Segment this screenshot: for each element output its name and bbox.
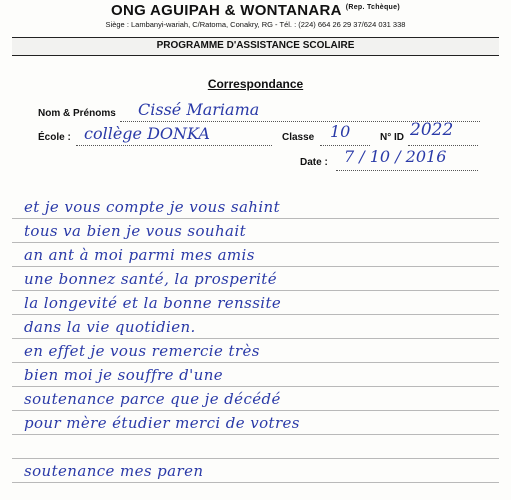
ruled-line <box>12 290 499 291</box>
ruled-line <box>12 266 499 267</box>
letter-line: la longevité et la bonne renssite <box>24 294 282 312</box>
letter-line: en effet je vous remercie très <box>24 342 260 360</box>
ruled-line <box>12 218 499 219</box>
letter-line: dans la vie quotidien. <box>24 318 196 336</box>
ruled-line <box>12 458 499 459</box>
ruled-line <box>12 314 499 315</box>
letter-line: an ant à moi parmi mes amis <box>24 246 255 264</box>
class-field-line <box>320 145 370 146</box>
school-label: École : <box>38 132 71 143</box>
date-label: Date : <box>300 157 328 168</box>
id-field-line <box>408 145 478 146</box>
organization-address: Siège : Lambanyi-wariah, C/Ratoma, Conakry, RG - Tél. : (224) 664 26 29 37/624 031 338 <box>105 20 406 29</box>
id-label: N° ID <box>380 132 404 143</box>
class-value: 10 <box>330 122 351 141</box>
ruled-line <box>12 434 499 435</box>
date-field-line <box>336 170 478 171</box>
school-value: collège DONKA <box>84 124 210 143</box>
organization-suffix: (Rep. Tchèque) <box>345 4 400 11</box>
ruled-line <box>12 338 499 339</box>
letter-line: une bonnez santé, la prosperité <box>24 270 277 288</box>
program-title: PROGRAMME D'ASSISTANCE SCOLAIRE <box>156 40 355 51</box>
letter-line: pour mère étudier merci de votres <box>24 414 300 432</box>
ruled-line <box>12 242 499 243</box>
date-value: 7 / 10 / 2016 <box>344 147 447 166</box>
form-title: Correspondance <box>207 77 304 91</box>
class-label: Classe <box>282 132 315 143</box>
organization-title <box>0 2 511 19</box>
ruled-line <box>12 410 499 411</box>
name-label: Nom & Prénoms <box>38 108 116 119</box>
letter-line: bien moi je souffre d'une <box>24 366 224 384</box>
letter-line: soutenance mes paren <box>24 462 204 480</box>
letter-line: tous va bien je vous souhait <box>24 222 247 240</box>
name-value: Cissé Mariama <box>138 100 260 119</box>
ruled-line <box>12 386 499 387</box>
letter-line: et je vous compte je vous sahint <box>24 198 281 216</box>
ruled-line <box>12 362 499 363</box>
school-field-line <box>76 145 272 146</box>
letter-line: soutenance parce que je décédé <box>24 390 281 408</box>
organization-name: ONG AGUIPAH & WONTANARA <box>111 2 342 19</box>
id-value: 2022 <box>410 120 454 140</box>
ruled-line <box>12 482 499 483</box>
